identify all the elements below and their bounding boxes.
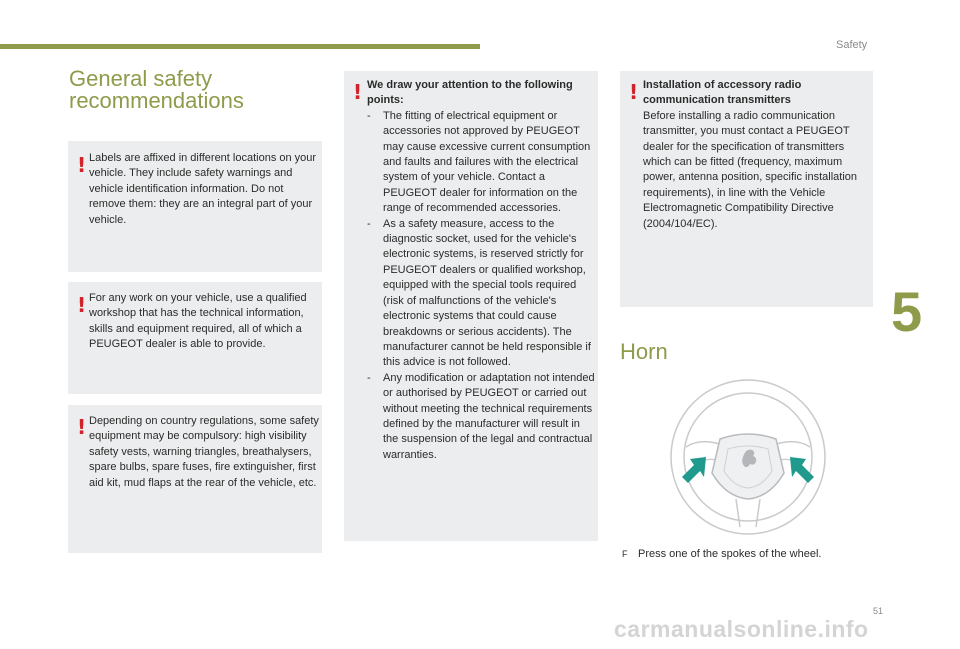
warning-box-equipment — [68, 405, 322, 553]
attention-heading: We draw your attention to the following points: — [367, 79, 573, 107]
attention-content — [367, 78, 596, 463]
list-item-text: The fitting of electrical equipment or accessories not approved by PEUGEOT may cause excessive current consumption and faults and failures with the electrical system of your vehicle. Contact a PEUGEOT dealer for information on the range of recommended accessories. — [383, 109, 591, 215]
page-title — [69, 68, 244, 112]
steering-wheel-illustration — [668, 377, 828, 537]
horn-instruction-text: Press one of the spokes of the wheel. — [638, 548, 822, 560]
list-item — [367, 371, 596, 463]
warning-text-labels: Labels are affixed in different locations on your vehicle. They include safety warnings and vehicle identification information. Do not remove them: they are an integral part of your vehicle. — [89, 152, 317, 226]
page-title-line-2: recommendations — [69, 88, 244, 113]
warning-text-equipment: Depending on country regulations, some safety equipment may be compulsory: high visibility safety vests, warning triangles, breathalysers, spare bulbs, spare fuses, fire extinguisher, first aid kit, mud flaps at the rear of the vehicle, etc. — [89, 415, 319, 489]
warning-box-labels — [68, 141, 322, 272]
warning-exclamation-icon: ! — [77, 153, 87, 177]
attention-list — [367, 109, 596, 463]
transmitters-text: Before installing a radio communication transmitter, you must contact a PEUGEOT dealer for the specification of transmitters which can be fitted (frequency, maximum power, antenna position, specific installation requirements), in line with the Vehicle Electromagnetic Compatibility Directive (2004/104/EC). — [643, 109, 858, 230]
warning-box-transmitters — [620, 71, 873, 307]
chapter-number: 5 — [891, 280, 923, 343]
warning-exclamation-icon: ! — [353, 80, 363, 104]
section-label: Safety — [836, 39, 868, 51]
transmitters-heading: Installation of accessory radio communication transmitters — [643, 79, 802, 107]
list-dash: - — [367, 371, 371, 384]
list-item — [367, 217, 596, 371]
watermark-text: carmanualsonline.info — [614, 616, 869, 642]
header-accent-bar — [0, 44, 480, 49]
warning-exclamation-icon: ! — [629, 80, 639, 104]
horn-title: Horn — [620, 339, 668, 364]
warning-exclamation-icon: ! — [77, 415, 87, 439]
list-item-text: Any modification or adaptation not intended or authorised by PEUGEOT or carried out without meeting the technical requirements defined by the manufacturer will result in the suspension of the legal and contractual warranties. — [383, 371, 595, 461]
bullet-marker-icon: F — [622, 549, 628, 559]
list-dash: - — [367, 109, 371, 122]
horn-instruction — [622, 547, 821, 561]
page-number: 51 — [873, 606, 884, 616]
warning-box-attention — [344, 71, 598, 541]
warning-box-workshop — [68, 282, 322, 394]
warning-exclamation-icon: ! — [77, 293, 87, 317]
page-title-line-1: General safety — [69, 66, 213, 91]
list-item — [367, 109, 596, 217]
list-dash: - — [367, 217, 371, 230]
list-item-text: As a safety measure, access to the diagnostic socket, used for the vehicle's electronic systems, is reserved strictly for PEUGEOT dealers or qualified workshop, equipped with the special tools required (risk of malfunctions of the vehicle's electronic systems that could cause breakdowns or serious accidents). The manufacturer cannot be held responsible if this advice is not followed. — [383, 217, 591, 369]
transmitters-content — [643, 78, 871, 232]
warning-text-workshop: For any work on your vehicle, use a qualified workshop that has the technical information, skills and equipment required, all of which a PEUGEOT dealer is able to provide. — [89, 292, 307, 351]
